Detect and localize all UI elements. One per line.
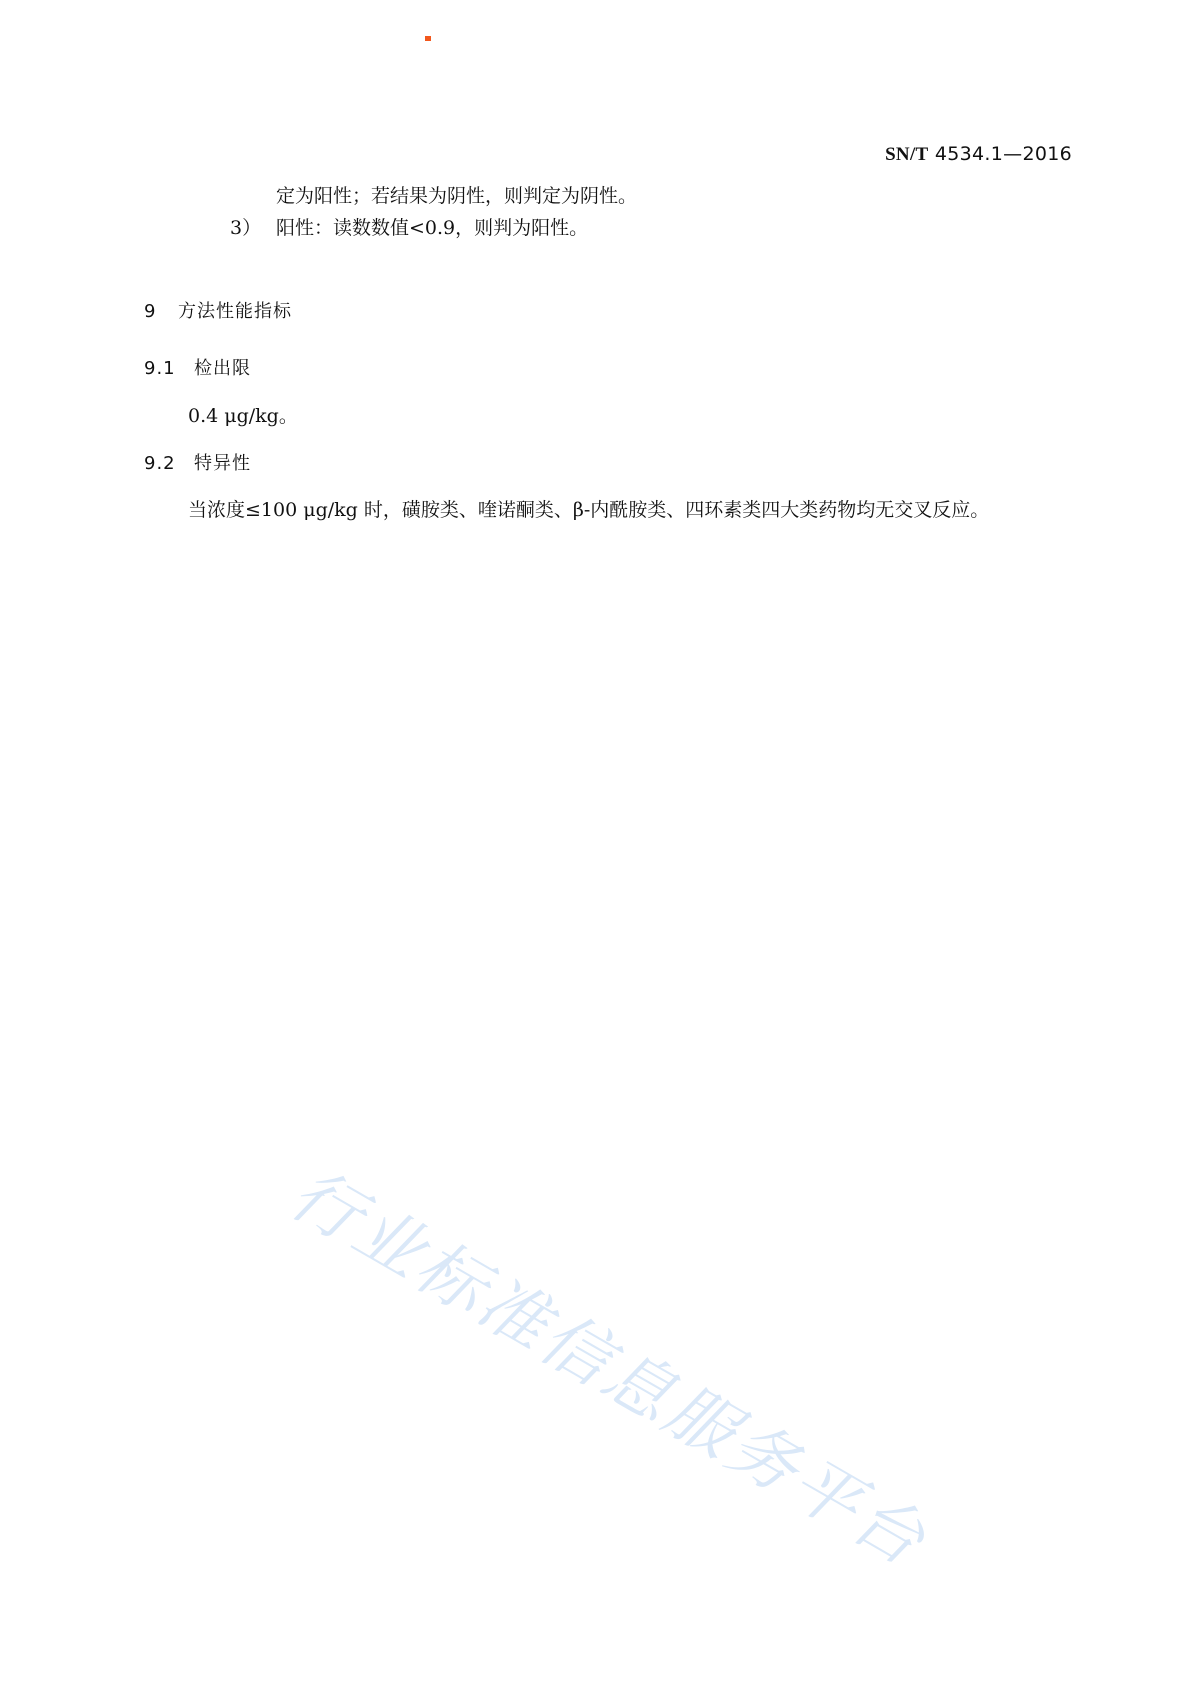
document-code (885, 143, 1072, 166)
section-9-1-number: 9.1 (144, 358, 176, 379)
section-9-2-heading (144, 452, 251, 476)
list-item-3 (230, 216, 588, 240)
section-9-1-text: 0.4 μg/kg。 (188, 405, 298, 427)
section-9-1-heading (144, 357, 251, 381)
watermark: 行业标准信息服务平台 (277, 1154, 941, 1583)
standard-number: 4534.1—2016 (934, 143, 1072, 165)
standard-code: SN/T (885, 144, 929, 165)
section-9-1-title: 检出限 (194, 358, 251, 379)
section-9-2-number: 9.2 (144, 453, 176, 474)
list-item-3-number: 3） (230, 217, 262, 239)
section-9-title: 方法性能指标 (178, 301, 292, 322)
section-9-2-title: 特异性 (194, 453, 251, 474)
section-9-number: 9 (144, 301, 157, 322)
continued-line: 定为阳性；若结果为阴性，则判定为阴性。 (276, 185, 638, 207)
section-9-heading (144, 300, 292, 324)
section-9-2-text: 当浓度≤100 μg/kg 时，磺胺类、喹诺酮类、β-内酰胺类、四环素类四大类药物均无交叉反应。 (188, 499, 990, 521)
list-item-3-text: 阳性：读数数值<0.9，则判为阳性。 (276, 217, 589, 239)
corner-marker (425, 36, 431, 41)
